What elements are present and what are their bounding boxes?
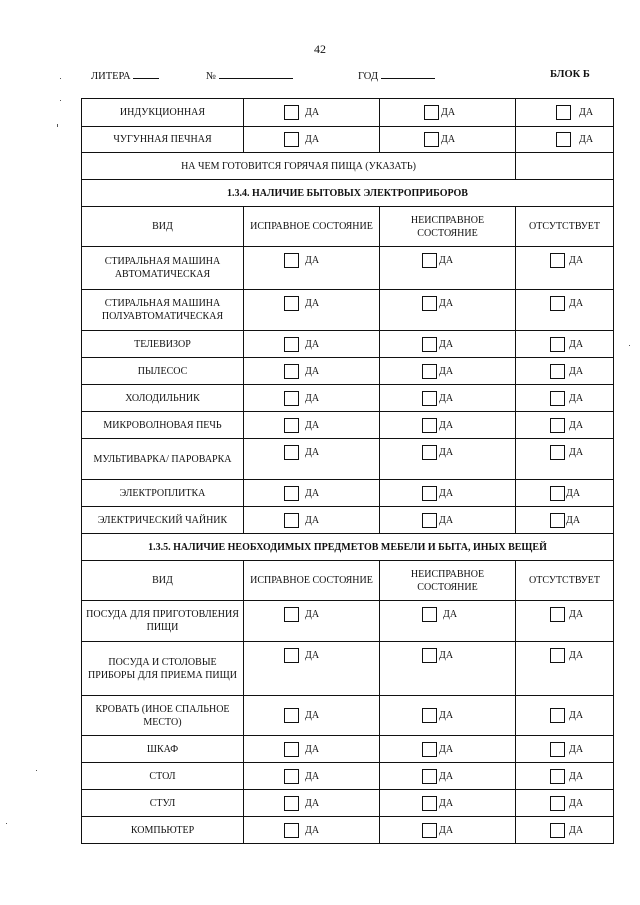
table-row [82, 642, 614, 696]
absent-cell [516, 696, 614, 736]
checkbox[interactable] [550, 486, 565, 501]
working-cell [244, 790, 380, 817]
table-row [82, 480, 614, 507]
absent-cell [516, 480, 614, 507]
table-row [82, 127, 614, 153]
yes-label: ДА [305, 255, 320, 266]
checkbox[interactable] [550, 418, 565, 433]
broken-cell [380, 601, 516, 642]
section-title-row [82, 534, 614, 561]
yes-label: ДА [579, 107, 594, 118]
checkbox[interactable] [284, 253, 299, 268]
checkbox[interactable] [284, 708, 299, 723]
yes-label: ДА [569, 365, 584, 377]
hot-food-row [82, 153, 614, 180]
working-cell [244, 480, 380, 507]
scan-speck [57, 124, 58, 127]
yes-label: ДА [441, 134, 456, 145]
yes-label: ДА [439, 743, 454, 755]
yes-label: ДА [569, 419, 584, 431]
working-cell [244, 642, 380, 696]
checkbox[interactable] [422, 823, 437, 838]
checkbox[interactable] [550, 296, 565, 311]
checkbox[interactable] [422, 296, 437, 311]
yes-label: ДА [305, 710, 320, 721]
checkbox[interactable] [284, 364, 299, 379]
yes-label: ДА [569, 298, 584, 309]
col-absent: ОТСУТСТВУЕТ [516, 561, 614, 601]
yes-label: ДА [439, 298, 454, 309]
row-name: МУЛЬТИВАРКА/ ПАРОВАРКА [82, 439, 244, 480]
col-kind: ВИД [82, 207, 244, 247]
row-name: ЭЛЕКТРИЧЕСКИЙ ЧАЙНИК [82, 507, 244, 534]
table-row [82, 247, 614, 290]
yes-label: ДА [569, 650, 584, 661]
yes-label: ДА [569, 447, 584, 458]
broken-cell [380, 763, 516, 790]
absent-cell [516, 247, 614, 290]
checkbox[interactable] [284, 823, 299, 838]
row-name: ШКАФ [82, 736, 244, 763]
checkbox[interactable] [550, 391, 565, 406]
checkbox[interactable] [424, 105, 439, 120]
checkbox[interactable] [550, 607, 565, 622]
col-working: ИСПРАВНОЕ СОСТОЯНИЕ [244, 561, 380, 601]
yes-label: ДА [305, 824, 320, 836]
table-row [82, 601, 614, 642]
yes-label: ДА [569, 743, 584, 755]
checkbox[interactable] [422, 445, 437, 460]
year-label: ГОД [358, 71, 379, 82]
checkbox[interactable] [284, 418, 299, 433]
yes-label: ДА [566, 487, 581, 499]
checkbox[interactable] [422, 607, 437, 622]
working-cell [244, 763, 380, 790]
checkbox[interactable] [284, 105, 299, 120]
broken-cell [380, 736, 516, 763]
yes-label: ДА [569, 797, 584, 809]
household-form-table [81, 98, 614, 844]
yes-label: ДА [305, 514, 320, 526]
working-cell [244, 412, 380, 439]
year-input-line[interactable] [381, 69, 435, 79]
broken-cell [380, 385, 516, 412]
absent-cell [516, 790, 614, 817]
checkbox[interactable] [424, 132, 439, 147]
row-name: ЧУГУННАЯ ПЕЧНАЯ [82, 127, 244, 153]
checkbox[interactable] [550, 648, 565, 663]
row-name: ПОСУДА И СТОЛОВЫЕ ПРИБОРЫ ДЛЯ ПРИЕМА ПИЩИ [82, 642, 244, 696]
absent-cell [516, 736, 614, 763]
checkbox[interactable] [422, 418, 437, 433]
row-name: МИКРОВОЛНОВАЯ ПЕЧЬ [82, 412, 244, 439]
row-name: СТОЛ [82, 763, 244, 790]
table-row [82, 817, 614, 844]
checkbox[interactable] [550, 769, 565, 784]
yes-label: ДА [443, 609, 458, 620]
scan-speck [60, 78, 61, 79]
col-kind: ВИД [82, 561, 244, 601]
yes-label: ДА [305, 298, 320, 309]
number-label: № [206, 71, 217, 82]
section-title-furniture: 1.3.5. НАЛИЧИЕ НЕОБХОДИМЫХ ПРЕДМЕТОВ МЕБЕЛИ И БЫТА, ИНЫХ ВЕЩЕЙ [82, 534, 614, 561]
working-cell [244, 99, 380, 127]
absent-cell [516, 358, 614, 385]
absent-cell [516, 412, 614, 439]
row-name: ХОЛОДИЛЬНИК [82, 385, 244, 412]
yes-label: ДА [305, 650, 320, 661]
checkbox[interactable] [550, 513, 565, 528]
yes-label: ДА [439, 365, 454, 377]
yes-label: ДА [439, 338, 454, 350]
table-row [82, 99, 614, 127]
working-cell [244, 439, 380, 480]
yes-label: ДА [439, 392, 454, 404]
scan-speck [60, 100, 61, 101]
yes-label: ДА [439, 770, 454, 782]
checkbox[interactable] [284, 132, 299, 147]
row-name: СТУЛ [82, 790, 244, 817]
absent-cell [516, 817, 614, 844]
yes-label: ДА [305, 447, 320, 458]
yes-label: ДА [305, 770, 320, 782]
checkbox[interactable] [556, 132, 571, 147]
scan-speck [36, 770, 37, 771]
yes-label: ДА [569, 710, 584, 721]
checkbox[interactable] [284, 742, 299, 757]
yes-label: ДА [569, 770, 584, 782]
broken-cell [380, 290, 516, 331]
checkbox[interactable] [422, 648, 437, 663]
broken-cell [380, 358, 516, 385]
yes-label: ДА [439, 487, 454, 499]
working-cell [244, 127, 380, 153]
scan-speck [629, 345, 630, 346]
checkbox[interactable] [556, 105, 571, 120]
col-absent: ОТСУТСТВУЕТ [516, 207, 614, 247]
checkbox[interactable] [422, 391, 437, 406]
yes-label: ДА [439, 824, 454, 836]
table-row [82, 290, 614, 331]
yes-label: ДА [569, 609, 584, 620]
checkbox[interactable] [422, 253, 437, 268]
yes-label: ДА [439, 419, 454, 431]
broken-cell [380, 127, 516, 153]
working-cell [244, 696, 380, 736]
year-field [358, 69, 435, 82]
checkbox[interactable] [550, 253, 565, 268]
hot-food-input-cell[interactable] [516, 153, 614, 180]
working-cell [244, 290, 380, 331]
number-field [206, 69, 293, 82]
absent-cell [516, 331, 614, 358]
absent-cell [516, 507, 614, 534]
column-header-row [82, 207, 614, 247]
absent-cell [516, 642, 614, 696]
yes-label: ДА [439, 797, 454, 809]
broken-cell [380, 247, 516, 290]
checkbox[interactable] [284, 445, 299, 460]
broken-cell [380, 642, 516, 696]
yes-label: ДА [439, 650, 454, 661]
yes-label: ДА [439, 514, 454, 526]
litera-field [91, 69, 159, 82]
absent-cell [516, 290, 614, 331]
checkbox[interactable] [550, 445, 565, 460]
yes-label: ДА [305, 797, 320, 809]
checkbox[interactable] [284, 648, 299, 663]
hot-food-label: НА ЧЕМ ГОТОВИТСЯ ГОРЯЧАЯ ПИЩА (УКАЗАТЬ) [82, 153, 516, 180]
broken-cell [380, 480, 516, 507]
table-row [82, 790, 614, 817]
row-name: ЭЛЕКТРОПЛИТКА [82, 480, 244, 507]
block-label: БЛОК Б [550, 69, 590, 80]
row-name: СТИРАЛЬНАЯ МАШИНА АВТОМАТИЧЕСКАЯ [82, 247, 244, 290]
checkbox[interactable] [422, 796, 437, 811]
checkbox[interactable] [422, 742, 437, 757]
col-broken: НЕИСПРАВНОЕ СОСТОЯНИЕ [380, 207, 516, 247]
table-row [82, 439, 614, 480]
column-header-row [82, 561, 614, 601]
working-cell [244, 507, 380, 534]
working-cell [244, 358, 380, 385]
broken-cell [380, 696, 516, 736]
table-row [82, 696, 614, 736]
working-cell [244, 736, 380, 763]
section-title-appliances: 1.3.4. НАЛИЧИЕ БЫТОВЫХ ЭЛЕКТРОПРИБОРОВ [82, 180, 614, 207]
yes-label: ДА [569, 824, 584, 836]
broken-cell [380, 439, 516, 480]
broken-cell [380, 507, 516, 534]
yes-label: ДА [569, 338, 584, 350]
checkbox[interactable] [422, 769, 437, 784]
table-row [82, 763, 614, 790]
absent-cell [516, 385, 614, 412]
yes-label: ДА [566, 514, 581, 526]
broken-cell [380, 817, 516, 844]
checkbox[interactable] [284, 391, 299, 406]
table-row [82, 331, 614, 358]
checkbox[interactable] [284, 769, 299, 784]
yes-label: ДА [305, 134, 320, 145]
working-cell [244, 601, 380, 642]
checkbox[interactable] [422, 708, 437, 723]
working-cell [244, 247, 380, 290]
col-broken: НЕИСПРАВНОЕ СОСТОЯНИЕ [380, 561, 516, 601]
checkbox[interactable] [550, 796, 565, 811]
row-name: КРОВАТЬ (ИНОЕ СПАЛЬНОЕ МЕСТО) [82, 696, 244, 736]
section-title-row [82, 180, 614, 207]
table-row [82, 736, 614, 763]
table-row [82, 412, 614, 439]
broken-cell [380, 790, 516, 817]
row-name: ИНДУКЦИОННАЯ [82, 99, 244, 127]
yes-label: ДА [305, 338, 320, 350]
working-cell [244, 817, 380, 844]
absent-cell [516, 439, 614, 480]
row-name: СТИРАЛЬНАЯ МАШИНА ПОЛУАВТОМАТИЧЕСКАЯ [82, 290, 244, 331]
yes-label: ДА [569, 392, 584, 404]
absent-cell [516, 127, 614, 153]
litera-label: ЛИТЕРА [91, 71, 131, 82]
checkbox[interactable] [550, 742, 565, 757]
yes-label: ДА [441, 107, 456, 118]
yes-label: ДА [305, 392, 320, 404]
page-number: 42 [314, 42, 326, 56]
yes-label: ДА [579, 134, 594, 145]
yes-label: ДА [305, 743, 320, 755]
table-row [82, 507, 614, 534]
absent-cell [516, 601, 614, 642]
absent-cell [516, 763, 614, 790]
yes-label: ДА [439, 447, 454, 458]
checkbox[interactable] [284, 607, 299, 622]
table-row [82, 358, 614, 385]
broken-cell [380, 412, 516, 439]
checkbox[interactable] [284, 486, 299, 501]
checkbox[interactable] [550, 708, 565, 723]
working-cell [244, 331, 380, 358]
yes-label: ДА [305, 365, 320, 377]
litera-input-line[interactable] [133, 69, 159, 79]
row-name: ПЫЛЕСОС [82, 358, 244, 385]
yes-label: ДА [439, 710, 454, 721]
checkbox[interactable] [284, 296, 299, 311]
checkbox[interactable] [284, 337, 299, 352]
broken-cell [380, 331, 516, 358]
checkbox[interactable] [550, 823, 565, 838]
yes-label: ДА [439, 255, 454, 266]
checkbox[interactable] [422, 486, 437, 501]
checkbox[interactable] [284, 796, 299, 811]
absent-cell [516, 99, 614, 127]
row-name: ТЕЛЕВИЗОР [82, 331, 244, 358]
yes-label: ДА [305, 419, 320, 431]
table-row [82, 385, 614, 412]
yes-label: ДА [305, 487, 320, 499]
number-input-line[interactable] [219, 69, 293, 79]
broken-cell [380, 99, 516, 127]
row-name: ПОСУДА ДЛЯ ПРИГОТОВЛЕНИЯ ПИЩИ [82, 601, 244, 642]
checkbox[interactable] [550, 364, 565, 379]
yes-label: ДА [305, 609, 320, 620]
working-cell [244, 385, 380, 412]
checkbox[interactable] [422, 337, 437, 352]
row-name: КОМПЬЮТЕР [82, 817, 244, 844]
checkbox[interactable] [422, 513, 437, 528]
checkbox[interactable] [550, 337, 565, 352]
checkbox[interactable] [422, 364, 437, 379]
scan-speck [6, 823, 7, 824]
checkbox[interactable] [284, 513, 299, 528]
yes-label: ДА [305, 107, 320, 118]
yes-label: ДА [569, 255, 584, 266]
col-working: ИСПРАВНОЕ СОСТОЯНИЕ [244, 207, 380, 247]
